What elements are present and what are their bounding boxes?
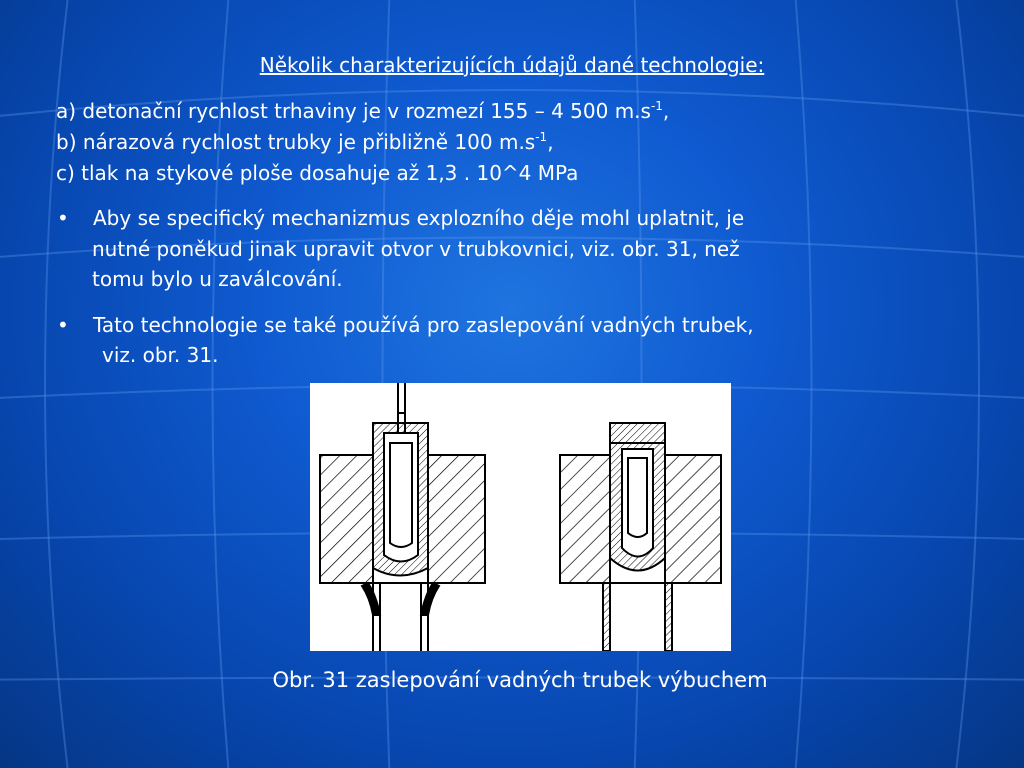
figure-caption: Obr. 31 zaslepování vadných trubek výbuchem — [272, 668, 768, 692]
bullet-2-marker: • — [57, 313, 69, 337]
item-a-text: a) detonační rychlost trhaviny je v rozmezí 155 – 4 500 m.s — [56, 99, 651, 123]
left-drawing — [320, 383, 485, 651]
slide-heading: Několik charakterizujících údajů dané technologie: — [259, 53, 765, 77]
figure-31-drawing — [310, 383, 731, 651]
left-plate-left-block — [320, 455, 373, 583]
figure-31-diagram — [310, 383, 731, 651]
item-a — [56, 99, 669, 123]
item-b-suffix: , — [547, 130, 554, 154]
right-plate-right-block — [665, 455, 721, 583]
right-drawing — [560, 423, 721, 651]
item-b — [56, 130, 554, 154]
item-b-superscript: -1 — [535, 130, 548, 144]
item-b-text: b) nárazová rychlost trubky je přibližně 100 m.s — [56, 130, 536, 154]
bullet-1-line-3: tomu bylo u zaválcování. — [92, 267, 343, 291]
bullet-1-marker: • — [57, 206, 69, 230]
bullet-1-line-2: nutné poněkud jinak upravit otvor v trubkovnici, viz. obr. 31, než — [92, 237, 740, 261]
item-c: c) tlak na stykové ploše dosahuje až 1,3 . 10^4 MPa — [56, 161, 579, 185]
bullet-2-line-2: viz. obr. 31. — [102, 343, 219, 367]
right-plate-left-block — [560, 455, 610, 583]
bullet-1-line-1: Aby se specifický mechanizmus explozního děje mohl uplatnit, je — [93, 206, 745, 230]
item-a-suffix: , — [662, 99, 670, 123]
left-plate-right-block — [428, 455, 485, 583]
item-a-superscript: -1 — [650, 99, 663, 113]
bullet-2-line-1: Tato technologie se také používá pro zaslepování vadných trubek, — [93, 313, 754, 337]
